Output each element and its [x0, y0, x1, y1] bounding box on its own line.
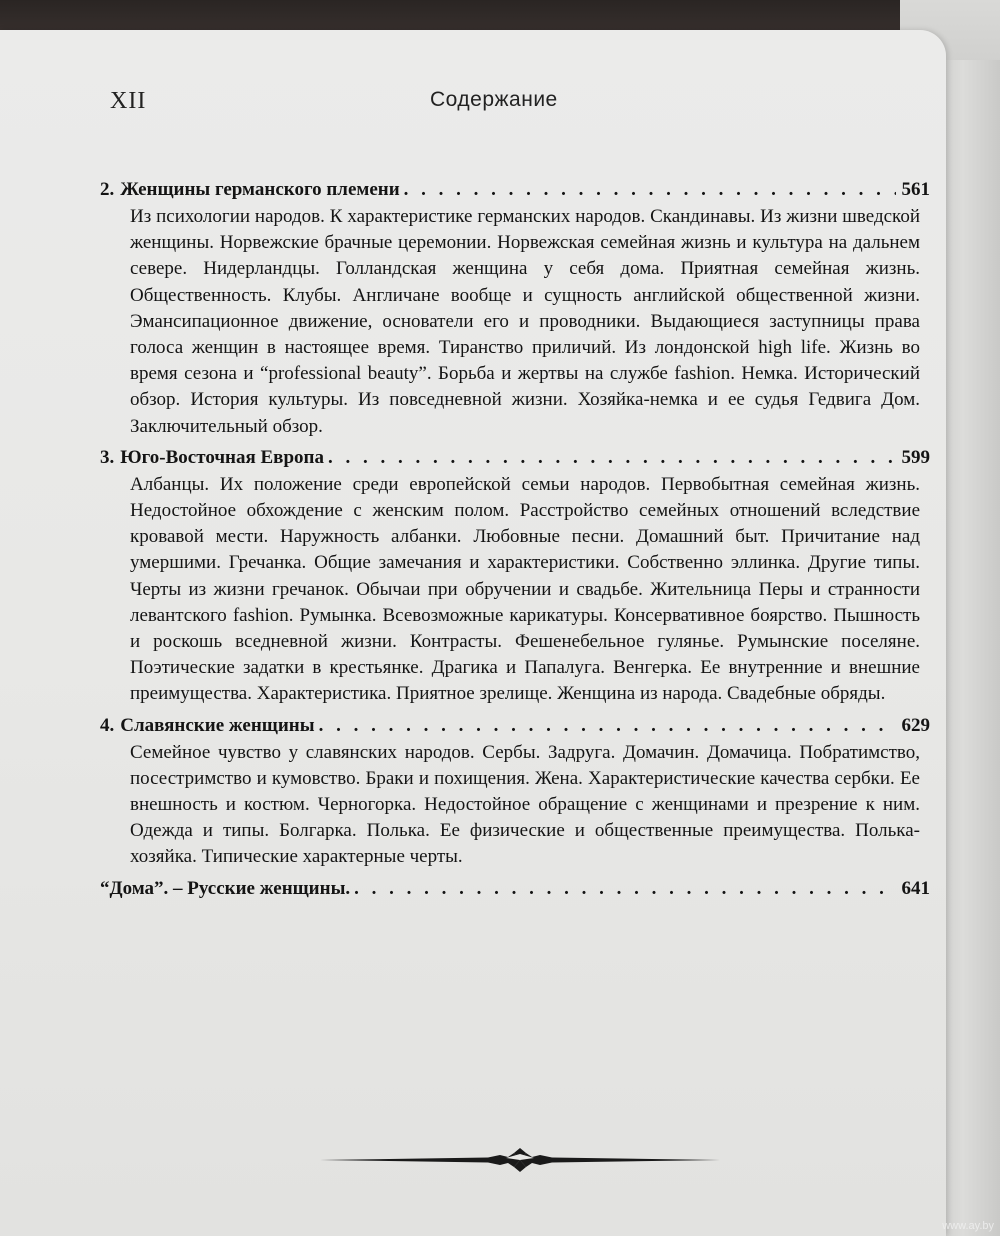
toc-entry-description: Семейное чувство у славянских народов. Сербы. Задруга. Домачин. Домачица. Побратимство, посестримство и кумовство. Браки и похищения. Жена. Характеристические качества сербки. Ее внешность и костюм. Черногорка. Недостойное обращение с женщинами и презрение к ним. Одежда и типы. Болгарка. Полька. Ее физические и общественные преимущества. Полька-хозяйка. Типические характерные черты. — [130, 741, 920, 868]
toc-entry-number: 4. — [100, 714, 115, 736]
toc-entry-2 — [100, 176, 930, 440]
page-title: Содержание — [430, 88, 558, 111]
toc-entry-home — [100, 875, 930, 903]
dot-leader — [319, 712, 896, 740]
table-of-contents — [100, 176, 930, 907]
toc-entry-heading — [100, 444, 930, 472]
toc-entry-page: 561 — [901, 179, 930, 200]
toc-entry-title: “Дома”. – Русские женщины. — [100, 877, 351, 899]
toc-entry-description: Албанцы. Их положение среди европейской семьи народов. Первобытная семейная жизнь. Недостойное обхождение с женским полом. Расстройство семейных отношений вследствие кровавой мести. Наружность албанки. Любовные песни. Домашний быт. Причитание над умершими. Гречанка. Общие замечания и характеристики. Собственно эллинка. Другие типы. Черты из жизни гречанок. Обычаи при обручении и свадьбе. Жительница Перы и странности левантского fashion. Румынка. Всевозможные карикатуры. Консервативное боярство. Пышность и роскошь вседневной жизни. Контрасты. Фешенебельное гулянье. Румынские поселяне. Поэтические задатки в крестьянке. Драгика и Папалуга. Венгерка. Ее внутренние и внешние преимущества. Характеристика. Приятное зрелище. Женщина из народа. Свадебные обряды. — [130, 473, 920, 705]
running-head — [110, 88, 930, 118]
toc-entry-heading — [100, 176, 930, 204]
page-number: XII — [110, 88, 147, 114]
dot-leader — [328, 444, 896, 472]
decorative-ornament — [318, 1145, 722, 1175]
toc-entry-heading — [100, 875, 930, 903]
toc-entry-number: 3. — [100, 446, 115, 468]
toc-entry-heading — [100, 712, 930, 740]
toc-entry-title: Женщины германского племени — [120, 179, 400, 200]
watermark: www.ay.by — [942, 1220, 994, 1232]
dot-leader — [404, 176, 896, 204]
toc-entry-number: 2. — [100, 179, 115, 200]
toc-entry-title: Юго-Восточная Европа — [120, 446, 324, 468]
toc-entry-page: 629 — [901, 714, 930, 736]
toc-entry-description: Из психологии народов. К характеристике германских народов. Скандинавы. Из жизни шведской женщины. Норвежские брачные церемонии. Норвежская семейная жизнь и культура на дальнем севере. Нидерландцы. Голландская женщина у себя дома. Приятная семейная жизнь. Общественность. Клубы. Англичане вообще и сущность английской общественной жизни. Эмансипационное движение, основатели его и проводники. Выдающиеся заступницы права голоса женщин в настоящее время. Тиранство приличий. Из лондонской high life. Жизнь во время сезона и “professional beauty”. Борьба и жертвы на службе fashion. Немка. Исторический обзор. История культуры. Из повседневной жизни. Хозяйка-немка и ее судья Гедвига Дом. Заключительный обзор. — [130, 206, 920, 437]
dot-leader — [354, 875, 895, 903]
toc-entry-page: 641 — [901, 877, 930, 899]
page-stack-edge — [938, 60, 1000, 1236]
toc-entry-3 — [100, 444, 930, 708]
toc-entry-4 — [100, 712, 930, 871]
toc-entry-title: Славянские женщины — [120, 714, 315, 736]
toc-entry-page: 599 — [901, 446, 930, 468]
